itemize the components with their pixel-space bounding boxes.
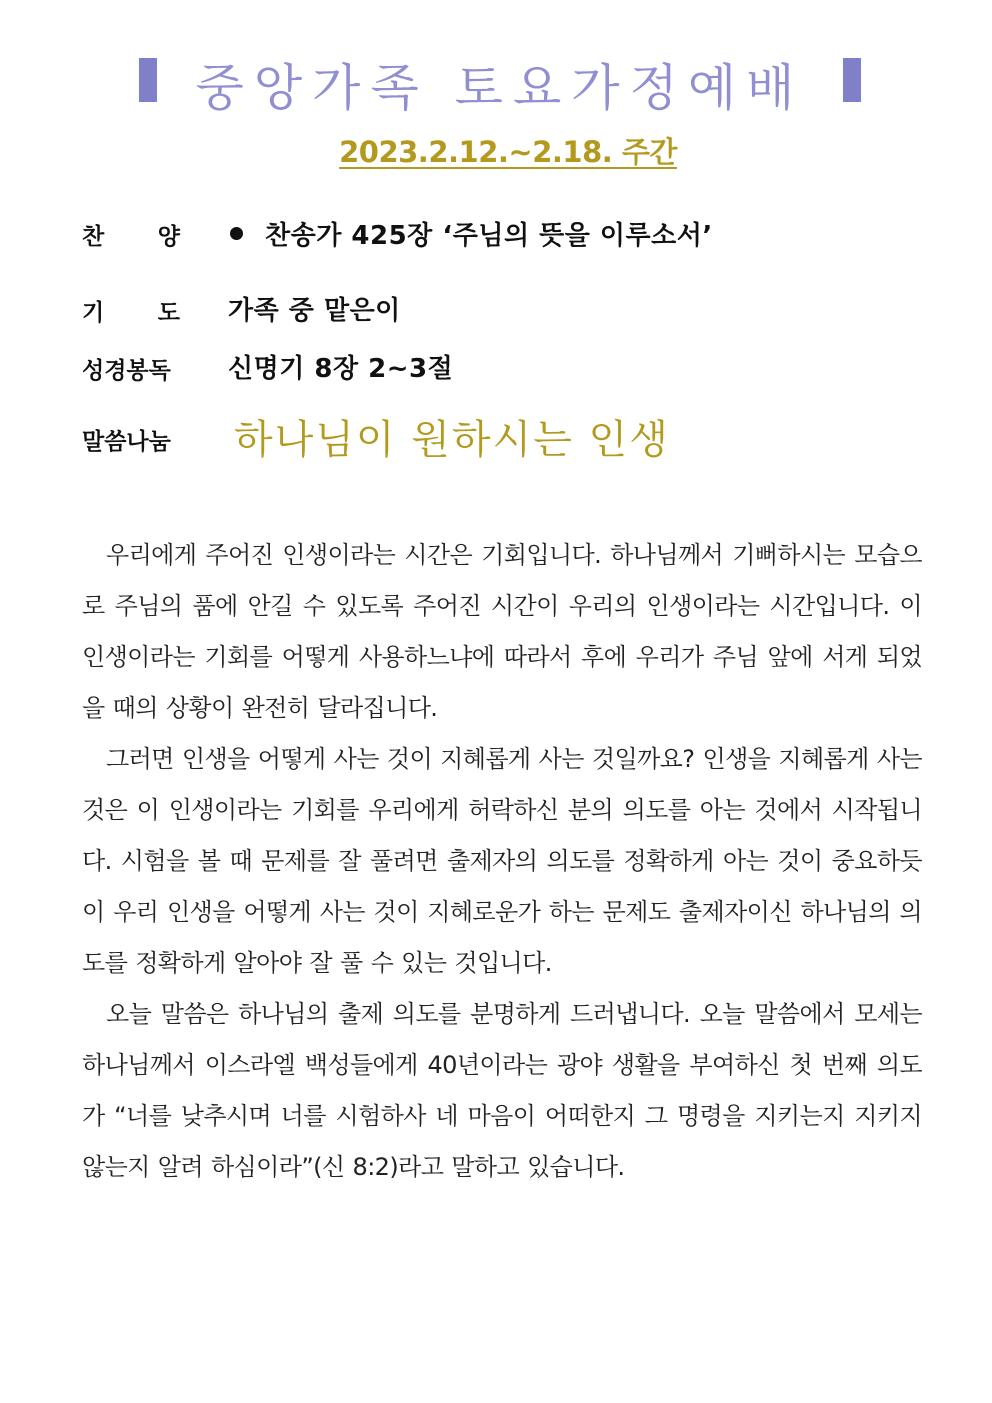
sermon-label: 말씀나눔 <box>82 429 171 455</box>
week-subtitle-text: 2023.2.12.~2.18. 주간 <box>339 135 677 169</box>
body-paragraph-2: 그러면 인생을 어떻게 사는 것이 지혜롭게 사는 것일까요? 인생을 지혜롭게 사는 것은 이 인생이라는 기회를 우리에게 허락하신 분의 의도를 아는 것에서 시작됩니다. 시험을 볼 때 문제를 잘 풀려면 출제자의 의도를 정확하게 아는 것이 중요하듯이 우리 인생을 어떻게 사는 것이 지혜로운가 하는 문제도 출제자이신 하나님의 의도를 정확하게 알아야 잘 풀 수 있는 것입니다. <box>82 745 922 977</box>
prayer-label-char-1: 기 <box>82 300 105 326</box>
sermon-body <box>82 530 922 1193</box>
reading-value: 신명기 8장 2~3절 <box>228 354 454 384</box>
week-subtitle <box>0 130 992 171</box>
hymn-label-char-1: 찬 <box>82 224 105 250</box>
hymn-value: 찬송가 425장 ‘주님의 뜻을 이루소서’ <box>265 221 713 251</box>
page-title: 중앙가족 토요가정예배 <box>195 59 805 117</box>
sermon-title: 하나님이 원하시는 인생 <box>234 417 670 463</box>
prayer-label <box>82 294 180 327</box>
hymn-label-char-2: 양 <box>157 224 180 250</box>
prayer-label-char-2: 도 <box>157 300 180 326</box>
body-paragraph-3: 오늘 말씀은 하나님의 출제 의도를 분명하게 드러냅니다. 오늘 말씀에서 모세는 하나님께서 이스라엘 백성들에게 40년이라는 광야 생활을 부여하신 첫 번째 의도가 “너를 낮추시며 너를 시험하사 네 마음이 어떠한지 그 명령을 지키는지 지키지 않는지 알려 하심이라”(신 8:2)라고 말하고 있습니다. <box>82 1000 922 1181</box>
prayer-value: 가족 중 맡은이 <box>228 296 401 326</box>
title-row <box>0 44 992 116</box>
body-paragraph-1: 우리에게 주어진 인생이라는 시간은 기회입니다. 하나님께서 기뻐하시는 모습으로 주님의 품에 안길 수 있도록 주어진 시간이 우리의 인생이라는 시간입니다. 이 인생이라는 기회를 어떻게 사용하느냐에 따라서 후에 우리가 주님 앞에 서게 되었을 때의 상황이 완전히 달라집니다. <box>82 541 922 722</box>
bullet-icon <box>230 227 243 240</box>
title-bar-right <box>843 58 861 102</box>
hymn-line <box>230 215 713 252</box>
hymn-label <box>82 218 180 251</box>
reading-label: 성경봉독 <box>82 358 171 384</box>
title-bar-left <box>139 58 157 102</box>
